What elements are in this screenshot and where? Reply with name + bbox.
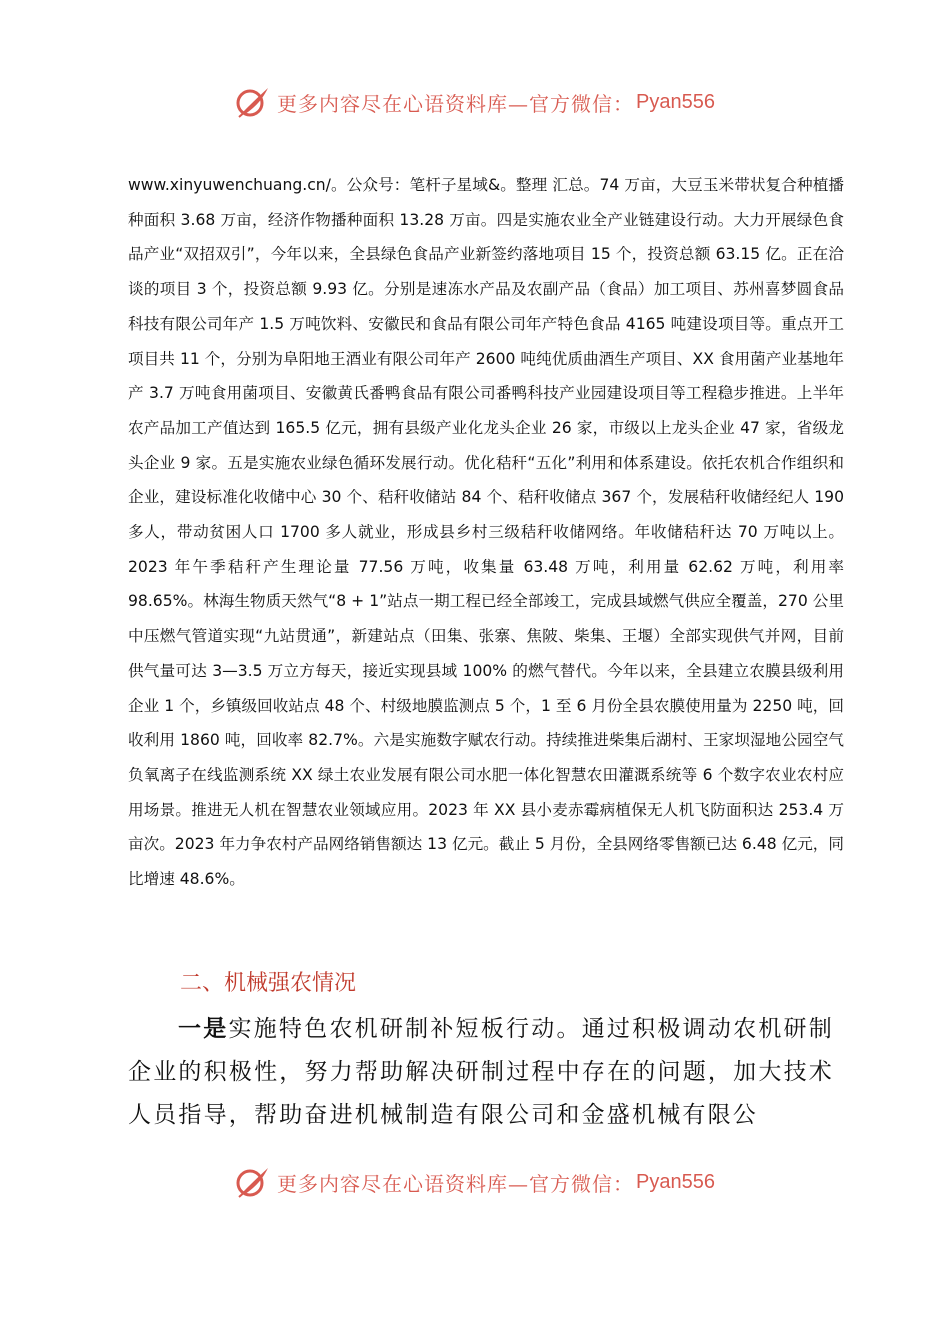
footer-banner: [0, 1162, 950, 1202]
quill-logo-icon: [235, 1164, 271, 1200]
quill-logo-icon: [235, 84, 271, 120]
section-paragraph: [128, 1007, 834, 1137]
paragraph-text: 实施特色农机研制补短板行动。通过积极调动农机研制企业的积极性，努力帮助解决研制过程中存在的问题，加大技术人员指导，帮助奋进机械制造有限公司和金盛机械有限公: [128, 1016, 834, 1128]
wechat-id: Pyan556: [636, 90, 715, 113]
body-paragraph: www.xinyuwenchuang.cn/。公众号：笔杆子星域&。整理 汇总。74 万亩，大豆玉米带状复合种植播种面积 3.68 万亩，经济作物播种面积 13.28 万亩。四是实施农业全产业链建设行动。大力开展绿色食品产业“双招双引”，今年以来，全县绿色食品产业新签约落地项目 15 个，投资总额 63.15 亿。正在洽谈的项目 3 个，投资总额 9.93 亿。分别是速冻水产品及农副产品（食品）加工项目、苏州喜梦圆食品科技有限公司年产 1.5 万吨饮料、安徽民和食品有限公司年产特色食品 4165 吨建设项目等。重点开工项目共 11 个，分别为阜阳地王酒业有限公司年产 2600 吨纯优质曲酒生产项目、XX 食用菌产业基地年产 3.7 万吨食用菌项目、安徽黄氏番鸭食品有限公司番鸭科技产业园建设项目等工程稳步推进。上半年农产品加工产值达到 165.5 亿元，拥有县级产业化龙头企业 26 家，市级以上龙头企业 47 家，省级龙头企业 9 家。五是实施农业绿色循环发展行动。优化秸秆“五化”利用和体系建设。依托农机合作组织和企业，建设标准化收储中心 30 个、秸秆收储站 84 个、秸秆收储点 367 个，发展秸秆收储经纪人 190 多人，带动贫困人口 1700 多人就业，形成县乡村三级秸秆收储网络。年收储秸秆达 70 万吨以上。2023 年午季秸秆产生理论量 77.56 万吨，收集量 63.48 万吨，利用量 62.62 万吨，利用率 98.65%。林海生物质天然气“8 + 1”站点一期工程已经全部竣工，完成县域燃气供应全覆盖，270 公里中压燃气管道实现“九站贯通”，新建站点（田集、张寨、焦陂、柴集、王堰）全部实现供气并网，目前供气量可达 3—3.5 万立方每天，接近实现县域 100% 的燃气替代。今年以来，全县建立农膜县级利用企业 1 个，乡镇级回收站点 48 个、村级地膜监测点 5 个，1 至 6 月份全县农膜使用量为 2250 吨，回收利用 1860 吨，回收率 82.7%。六是实施数字赋农行动。持续推进柴集后湖村、王家坝湿地公园空气负氧离子在线监测系统 XX 绿土农业发展有限公司水肥一体化智慧农田灌溉系统等 6 个数字农业农村应用场景。推进无人机在智慧农业领域应用。2023 年 XX 县小麦赤霉病植保无人机飞防面积达 253.4 万亩次。2023 年力争农村产品网络销售额达 13 亿元。截止 5 月份，全县网络零售额已达 6.48 亿元，同比增速 48.6%。: [128, 176, 844, 889]
section-heading: 二、机械强农情况: [180, 971, 357, 996]
header-banner: [0, 82, 950, 122]
paragraph-lead: 一是: [178, 1015, 229, 1042]
banner-label: 更多内容尽在心语资料库—官方微信：: [277, 1171, 635, 1196]
banner-label: 更多内容尽在心语资料库—官方微信：: [277, 91, 635, 116]
wechat-id: Pyan556: [636, 1170, 715, 1193]
